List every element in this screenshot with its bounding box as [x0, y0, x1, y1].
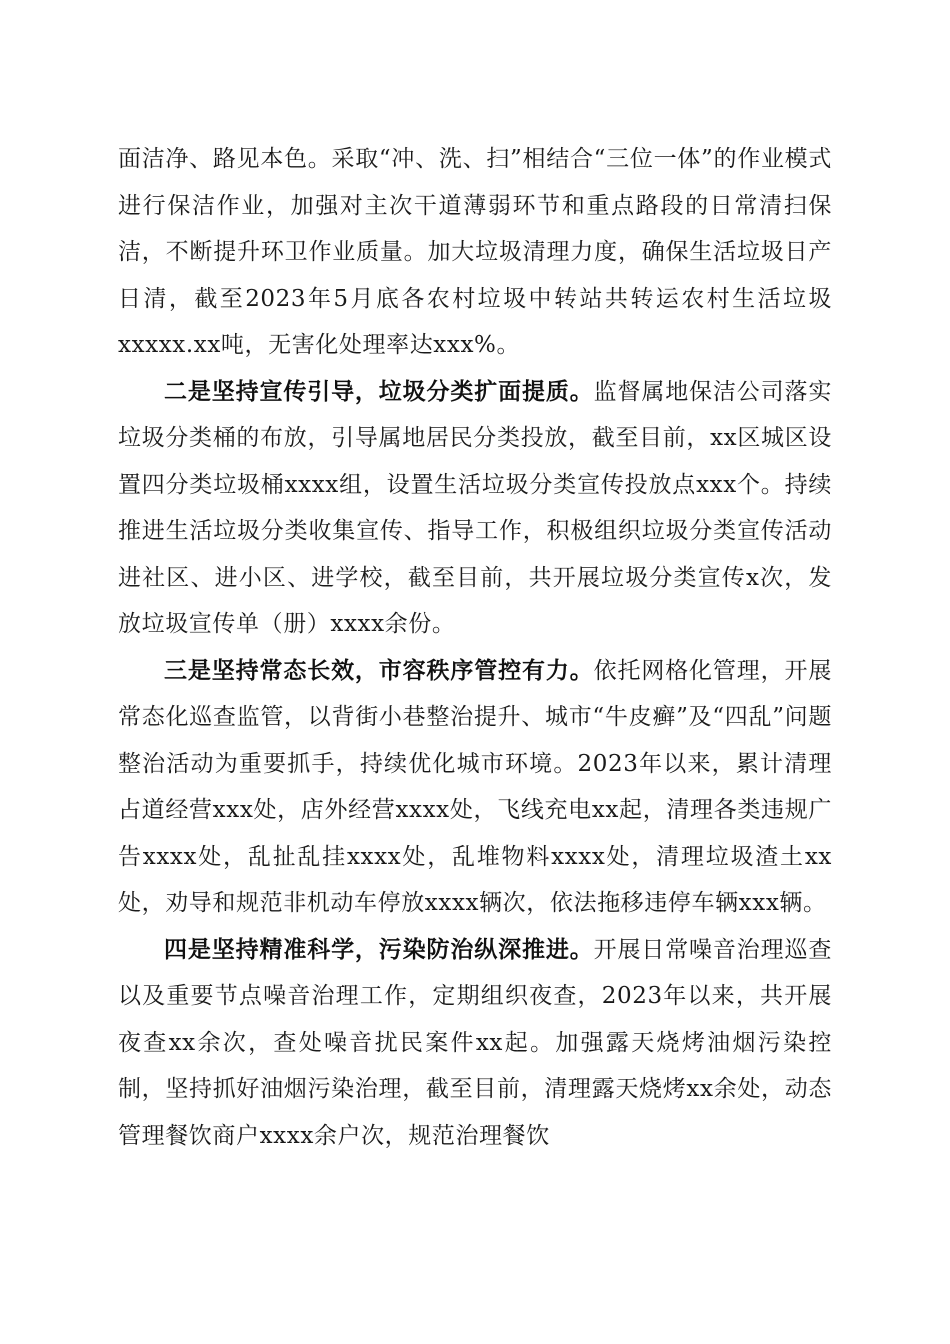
paragraph-continuation [118, 136, 832, 369]
paragraph-pollution [118, 927, 832, 1160]
paragraph-text: 依托网格化管理，开展常态化巡查监管，以背街小巷整治提升、城市“牛皮癣”及“四乱”问题整治活动为重要抓手，持续优化城市环境。2023年以来，累计清理占道经营xxx处，店外经营xxxx处，飞线充电xx起，清理各类违规广告xxxx处，乱扯乱挂xxxx处，乱堆物料xxxx处，清理垃圾渣土xx处，劝导和规范非机动车停放xxxx辆次，依法拖移违停车辆xxx辆。 [118, 657, 832, 916]
document-body [118, 136, 832, 1159]
paragraph-text: 监督属地保洁公司落实垃圾分类桶的布放，引导属地居民分类投放，截至目前，xx区城区设置四分类垃圾桶xxxx组，设置生活垃圾分类宣传投放点xxx个。持续推进生活垃圾分类收集宣传、指导工作，积极组织垃圾分类宣传活动进社区、进小区、进学校，截至目前，共开展垃圾分类宣传x次，发放垃圾宣传单（册）xxxx余份。 [118, 378, 832, 637]
paragraph-lead: 四是坚持精准科学，污染防治纵深推进。 [164, 935, 594, 963]
paragraph-text: 开展日常噪音治理巡查以及重要节点噪音治理工作，定期组织夜查，2023年以来，共开展夜查xx余次，查处噪音扰民案件xx起。加强露天烧烤油烟污染控制，坚持抓好油烟污染治理，截至目前，清理露天烧烤xx余处，动态管理餐饮商户xxxx余户次，规范治理餐饮 [118, 936, 832, 1149]
paragraph-publicity [118, 369, 832, 648]
paragraph-lead: 三是坚持常态长效，市容秩序管控有力。 [164, 656, 594, 684]
paragraph-city-order [118, 648, 832, 927]
paragraph-text: 面洁净、路见本色。采取“冲、洗、扫”相结合“三位一体”的作业模式进行保洁作业，加强对主次干道薄弱环节和重点路段的日常清扫保洁，不断提升环卫作业质量。加大垃圾清理力度，确保生活垃圾日产日清，截至2023年5月底各农村垃圾中转站共转运农村生活垃圾xxxxx.xx吨，无害化处理率达xxx%。 [118, 146, 832, 358]
paragraph-lead: 二是坚持宣传引导，垃圾分类扩面提质。 [164, 377, 594, 405]
